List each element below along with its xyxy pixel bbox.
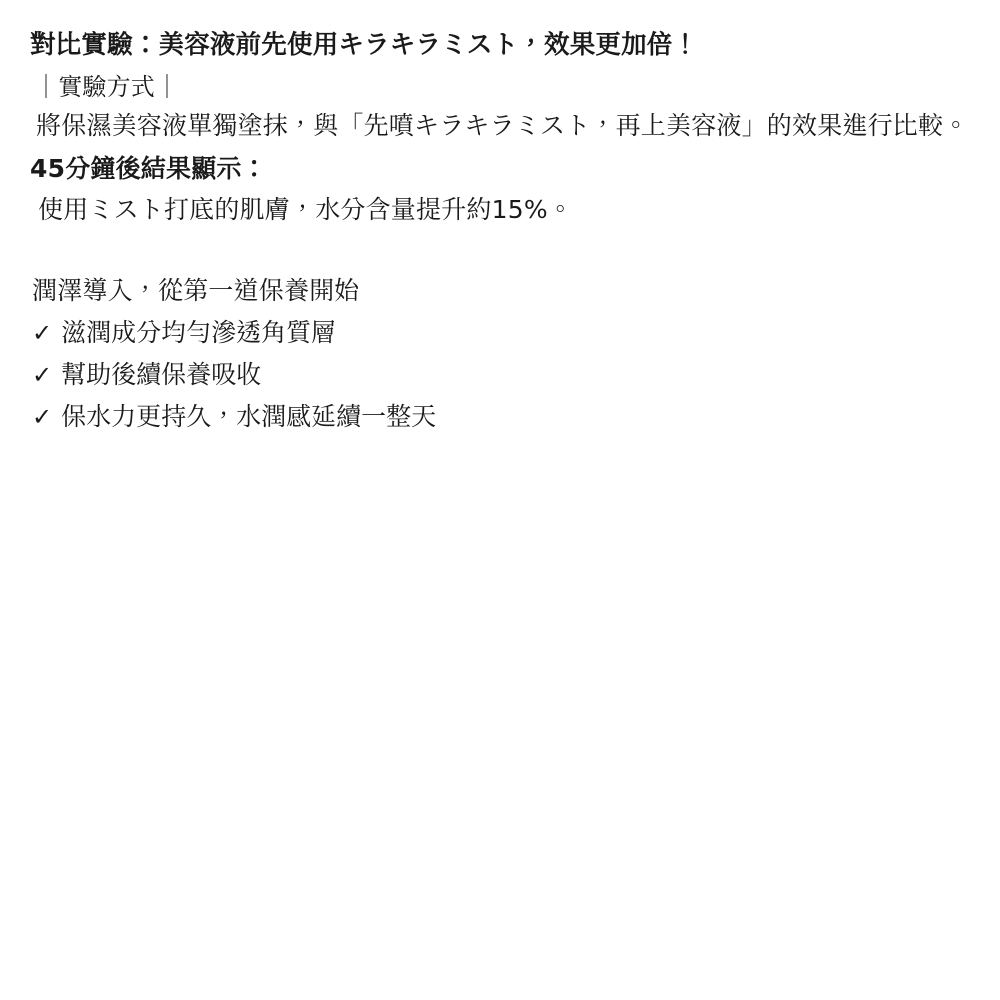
- result-text: 使用ミスト打底的肌膚，水分含量提升約15%。: [38, 195, 573, 224]
- result-heading: 45分鐘後結果顯示：: [30, 154, 267, 183]
- method-label: ｜實驗方式｜: [34, 73, 180, 101]
- list-item-label: 保水力更持久，水潤感延續一整天: [61, 402, 437, 431]
- page-title: 對比實驗：美容液前先使用キラキラミスト，效果更加倍！: [30, 30, 699, 60]
- method-description: 將保濕美容液單獨塗抹，與「先噴キラキラミスト，再上美容液」的效果進行比較。: [36, 111, 969, 140]
- check-icon: ✓: [32, 361, 53, 389]
- spacer: [30, 230, 970, 270]
- benefits-list: [30, 312, 970, 438]
- list-item-label: 滋潤成分均勻滲透角質層: [61, 318, 337, 347]
- list-item: [30, 354, 970, 396]
- check-icon: ✓: [32, 403, 53, 431]
- list-item: [30, 312, 970, 354]
- list-item-label: 幫助後續保養吸收: [61, 360, 262, 389]
- check-icon: ✓: [32, 319, 53, 347]
- section-heading: 潤澤導入，從第一道保養開始: [32, 276, 360, 305]
- list-item: [30, 396, 970, 438]
